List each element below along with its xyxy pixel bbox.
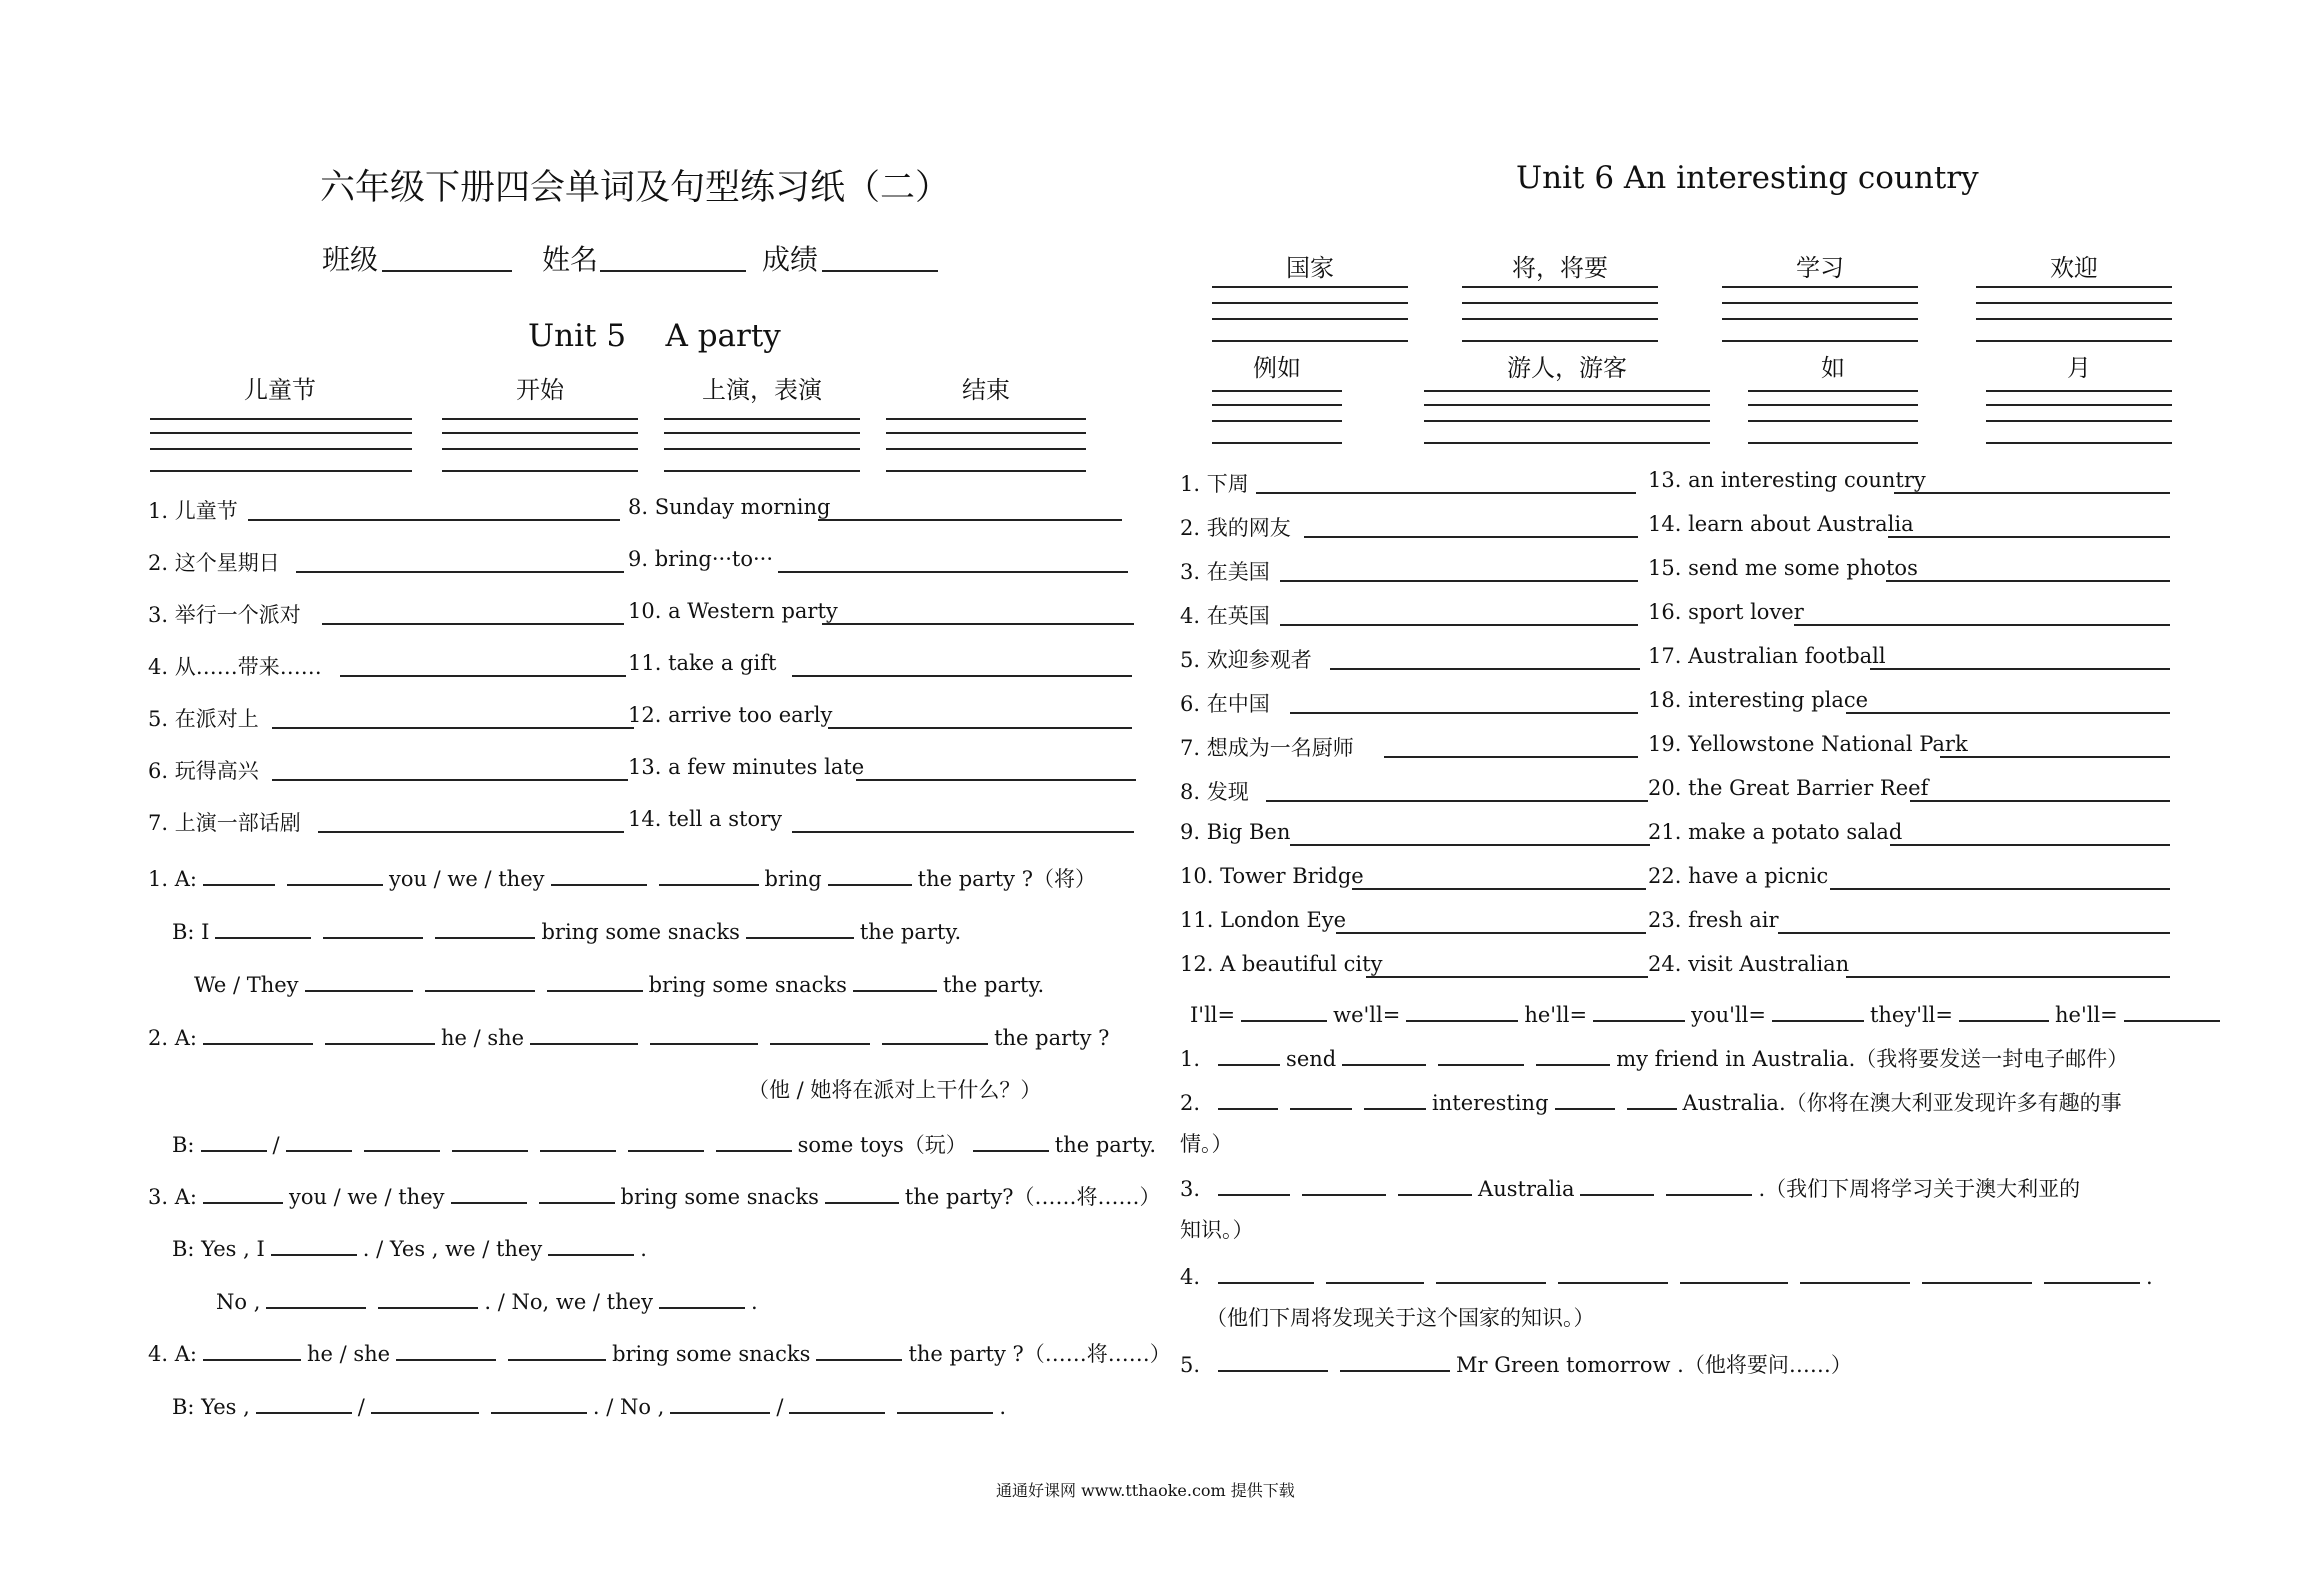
writing-line[interactable] [442,470,638,472]
blank[interactable] [551,862,647,886]
blank[interactable] [452,1128,528,1152]
writing-line[interactable] [1424,442,1710,444]
blank[interactable] [1340,1348,1450,1372]
answer-line[interactable] [1846,712,2170,714]
phrase-en: 12. arrive too early [628,703,833,727]
blank[interactable] [1680,1260,1788,1284]
vocab-word: 开始 [516,376,564,404]
writing-line[interactable] [886,432,1086,434]
phrase-right: 24. visit Australian [1648,952,1850,976]
writing-line[interactable] [1212,286,1408,288]
answer-line[interactable] [1846,976,2170,978]
vocab-word: 将，将要 [1512,254,1608,282]
exercise-r3-cont: 知识。） [1180,1218,1254,1242]
vocab-word: 如 [1821,354,1845,382]
phrase-left: 7. 想成为一名厨师 [1180,736,1354,760]
blank[interactable] [2044,1260,2140,1284]
answer-line[interactable] [1830,888,2170,890]
answer-line[interactable] [792,831,1134,833]
blank[interactable] [897,1390,993,1414]
writing-line[interactable] [1212,302,1408,304]
answer-line[interactable] [340,675,626,677]
answer-line[interactable] [1290,712,1638,714]
writing-line[interactable] [1212,442,1342,444]
blank[interactable] [371,1390,479,1414]
sentence-1a: 1. A: you / we / they bring the party ?（将） [148,862,1096,893]
phrase-left: 12. A beautiful city [1180,952,1383,976]
phrase-right: 23. fresh air [1648,908,1779,932]
phrase-right: 22. have a picnic [1648,864,1829,888]
phrase-left: 2. 我的网友 [1180,516,1291,540]
answer-line[interactable] [778,571,1128,573]
blank[interactable] [1406,998,1518,1022]
blank[interactable] [451,1180,527,1204]
answer-line[interactable] [272,779,628,781]
writing-line[interactable] [1986,404,2172,406]
vocab-word: 例如 [1253,354,1301,382]
blank[interactable] [789,1390,885,1414]
blank[interactable] [853,968,937,992]
answer-line[interactable] [1890,844,2170,846]
blank[interactable] [271,1232,357,1256]
vocab-word: 儿童节 [244,376,316,404]
blank[interactable] [539,1180,615,1204]
answer-line[interactable] [1304,536,1638,538]
blank[interactable] [770,1021,870,1045]
writing-line[interactable] [150,448,412,450]
blank[interactable] [1398,1172,1472,1196]
unit6-title: Unit 6 An interesting country [1516,160,1979,196]
blank[interactable] [425,968,535,992]
answer-line[interactable] [1888,536,2170,538]
writing-line[interactable] [1986,390,2172,392]
phrase-cn: 1. 儿童节 [148,499,238,523]
answer-line[interactable] [828,727,1132,729]
writing-line[interactable] [1722,302,1918,304]
writing-line[interactable] [886,470,1086,472]
blank[interactable] [973,1128,1049,1152]
blank[interactable] [530,1021,638,1045]
answer-line[interactable] [822,623,1134,625]
writing-line[interactable] [1976,286,2172,288]
blank[interactable] [1302,1172,1386,1196]
vocab-word: 月 [2067,354,2091,382]
writing-line[interactable] [886,418,1086,420]
answer-line[interactable] [856,779,1136,781]
blank[interactable] [323,915,423,939]
exercise-r3: 3. Australia .（我们下周将学习关于澳大利亚的 [1180,1172,2080,1203]
blank[interactable] [203,862,275,886]
writing-line[interactable] [664,470,860,472]
unit5-title: Unit 5 A party [528,318,781,354]
writing-line[interactable] [664,432,860,434]
answer-line[interactable] [792,675,1132,677]
blank[interactable] [1218,1172,1290,1196]
phrase-en: 9. bring···to··· [628,547,774,571]
phrase-right: 20. the Great Barrier Reef [1648,776,1929,800]
blank[interactable] [266,1285,366,1309]
exercise-r4: 4. . [1180,1260,2153,1289]
phrase-en: 11. take a gift [628,651,777,675]
phrase-right: 19. Yellowstone National Park [1648,732,1968,756]
phrase-right: 15. send me some photos [1648,556,1918,580]
phrase-right: 18. interesting place [1648,688,1869,712]
answer-line[interactable] [1870,668,2170,670]
phrase-cn: 4. 从……带来…… [148,655,322,679]
phrase-left: 9. Big Ben [1180,820,1291,844]
blank[interactable] [1290,1086,1352,1110]
exercise-r5: 5. Mr Green tomorrow .（他将要问……） [1180,1348,1852,1379]
blank[interactable] [547,968,643,992]
phrase-left: 11. London Eye [1180,908,1347,932]
answer-line[interactable] [1266,800,1648,802]
phrase-en: 10. a Western party [628,599,838,623]
footer-credit: 通通好课网 www.tthaoke.com 提供下载 [996,1481,1295,1500]
blank[interactable] [828,862,912,886]
blank[interactable] [491,1390,587,1414]
phrase-cn: 5. 在派对上 [148,707,259,731]
answer-line[interactable] [818,519,1122,521]
sentence-3a: 3. A: you / we / they bring some snacks the party?（……将……） [148,1180,1161,1211]
writing-line[interactable] [664,418,860,420]
blank[interactable] [816,1337,902,1361]
phrase-right: 16. sport lover [1648,600,1804,624]
blank[interactable] [1218,1348,1328,1372]
sentence-1c: We / They bring some snacks the party. [194,968,1044,997]
blank[interactable] [1438,1042,1524,1066]
answer-line[interactable] [1336,932,1646,934]
answer-line[interactable] [322,623,624,625]
name-label: 姓名 [542,243,599,276]
phrase-cn: 3. 举行一个派对 [148,603,301,627]
writing-line[interactable] [1748,442,1918,444]
answer-line[interactable] [272,727,634,729]
blank[interactable] [716,1128,792,1152]
answer-line[interactable] [1280,580,1638,582]
exercise-r1: 1. send my friend in Australia.（我将要发送一封电子邮件） [1180,1042,2128,1073]
answer-line[interactable] [1894,492,2170,494]
blank[interactable] [1326,1260,1424,1284]
answer-line[interactable] [248,519,620,521]
phrase-right: 13. an interesting country [1648,468,1926,492]
blank[interactable] [1627,1086,1677,1110]
blank[interactable] [286,1128,352,1152]
phrase-left: 1. 下周 [1180,472,1249,496]
blank[interactable] [540,1128,616,1152]
sentence-2a: 2. A: he / she the party ? [148,1021,1109,1050]
answer-line[interactable] [1886,580,2170,582]
blank[interactable] [1218,1260,1314,1284]
blank[interactable] [396,1337,496,1361]
answer-line[interactable] [1290,844,1650,846]
phrase-right: 14. learn about Australia [1648,512,1914,536]
contractions-row: I'll= we'll= he'll= you'll= they'll= he'll= [1190,998,2226,1027]
phrase-en: 13. a few minutes late [628,755,865,779]
writing-line[interactable] [1748,420,1918,422]
writing-line[interactable] [886,448,1086,450]
blank[interactable] [882,1021,988,1045]
blank[interactable] [659,862,759,886]
worksheet-title: 六年级下册四会单词及句型练习纸（二） [320,168,951,208]
phrase-left: 6. 在中国 [1180,692,1270,716]
blank[interactable] [1922,1260,2032,1284]
blank[interactable] [1555,1086,1615,1110]
exercise-r2-cont: 情。） [1180,1132,1233,1156]
blank[interactable] [1959,998,2049,1022]
phrase-cn: 7. 上演一部话剧 [148,811,301,835]
writing-line[interactable] [1462,340,1658,342]
blank[interactable] [825,1180,899,1204]
writing-line[interactable] [442,418,638,420]
blank[interactable] [2124,998,2220,1022]
phrase-en: 14. tell a story [628,807,783,831]
blank[interactable] [256,1390,352,1414]
writing-line[interactable] [1462,286,1658,288]
writing-line[interactable] [442,448,638,450]
blank[interactable] [746,915,854,939]
writing-line[interactable] [1986,420,2172,422]
sentence-2b: B: / some toys（玩） the party. [172,1128,1156,1159]
writing-line[interactable] [1212,390,1342,392]
exercise-r2: 2. interesting Australia.（你将在澳大利亚发现许多有趣的事 [1180,1086,2122,1117]
blank[interactable] [1436,1260,1546,1284]
writing-line[interactable] [1722,340,1918,342]
sentence-1b: B: I bring some snacks the party. [172,915,961,944]
blank[interactable] [378,1285,478,1309]
blank[interactable] [364,1128,440,1152]
writing-line[interactable] [1976,318,2172,320]
writing-line[interactable] [1722,286,1918,288]
writing-line[interactable] [1424,404,1710,406]
phrase-right: 17. Australian football [1648,644,1886,668]
phrase-left: 5. 欢迎参观者 [1180,648,1312,672]
writing-line[interactable] [664,448,860,450]
blank[interactable] [1558,1260,1668,1284]
blank[interactable] [305,968,413,992]
phrase-left: 4. 在英国 [1180,604,1270,628]
writing-line[interactable] [1976,302,2172,304]
blank[interactable] [659,1285,745,1309]
phrase-en: 8. Sunday morning [628,495,831,519]
score-label: 成绩 [762,243,819,276]
blank[interactable] [628,1128,704,1152]
blank[interactable] [1580,1172,1654,1196]
class-blank[interactable] [382,270,512,272]
answer-line[interactable] [1794,624,2170,626]
phrase-cn: 6. 玩得高兴 [148,759,259,783]
blank[interactable] [1772,998,1864,1022]
vocab-word: 结束 [962,376,1010,404]
vocab-word: 上演，表演 [702,376,822,404]
writing-line[interactable] [1748,404,1918,406]
blank[interactable] [435,915,535,939]
writing-line[interactable] [1212,404,1342,406]
writing-line[interactable] [1976,340,2172,342]
blank[interactable] [508,1337,606,1361]
blank[interactable] [1218,1042,1280,1066]
blank[interactable] [1800,1260,1910,1284]
sentence-4a: 4. A: he / she bring some snacks the party ?（……将……） [148,1337,1171,1368]
blank[interactable] [203,1337,301,1361]
answer-line[interactable] [1940,756,2170,758]
blank[interactable] [1593,998,1685,1022]
writing-line[interactable] [1462,318,1658,320]
blank[interactable] [1364,1086,1426,1110]
score-blank[interactable] [822,270,938,272]
answer-line[interactable] [1778,932,2170,934]
blank[interactable] [325,1021,435,1045]
blank[interactable] [203,1021,313,1045]
writing-line[interactable] [150,470,412,472]
blank[interactable] [1666,1172,1752,1196]
writing-line[interactable] [1722,318,1918,320]
writing-line[interactable] [1212,318,1408,320]
writing-line[interactable] [150,432,412,434]
writing-line[interactable] [1462,302,1658,304]
answer-line[interactable] [1384,756,1638,758]
vocab-word: 国家 [1286,254,1334,282]
answer-line[interactable] [318,831,624,833]
blank[interactable] [287,862,383,886]
answer-line[interactable] [1910,800,2170,802]
sentence-3b: B: Yes , I . / Yes , we / they . [172,1232,647,1261]
answer-line[interactable] [1280,624,1638,626]
writing-line[interactable] [1212,340,1408,342]
name-blank[interactable] [600,270,746,272]
answer-line[interactable] [296,571,624,573]
writing-line[interactable] [1424,420,1710,422]
answer-line[interactable] [1330,668,1640,670]
vocab-word: 学习 [1796,254,1844,282]
sentence-3c: No , . / No, we / they . [216,1285,758,1314]
blank[interactable] [203,1180,283,1204]
sentence-2-note: （他 / 她将在派对上干什么？） [748,1078,1042,1102]
answer-line[interactable] [1256,492,1636,494]
blank[interactable] [650,1021,758,1045]
blank[interactable] [1241,998,1327,1022]
writing-line[interactable] [150,418,412,420]
sentence-4b: B: Yes , / . / No , / . [172,1390,1006,1419]
phrase-left: 10. Tower Bridge [1180,864,1364,888]
phrase-left: 3. 在美国 [1180,560,1270,584]
phrase-right: 21. make a potato salad [1648,820,1903,844]
vocab-word: 欢迎 [2050,254,2098,282]
writing-line[interactable] [1748,390,1918,392]
exercise-r4-note: （他们下周将发现关于这个国家的知识。） [1206,1306,1595,1330]
writing-line[interactable] [1212,420,1342,422]
answer-line[interactable] [1352,888,1646,890]
blank[interactable] [548,1232,634,1256]
blank[interactable] [670,1390,770,1414]
blank[interactable] [201,1128,267,1152]
writing-line[interactable] [1986,442,2172,444]
blank[interactable] [215,915,311,939]
writing-line[interactable] [442,432,638,434]
class-label: 班级 [322,243,379,276]
phrase-cn: 2. 这个星期日 [148,551,280,575]
blank[interactable] [1342,1042,1426,1066]
blank[interactable] [1218,1086,1278,1110]
writing-line[interactable] [1424,390,1710,392]
phrase-left: 8. 发现 [1180,780,1249,804]
answer-line[interactable] [1366,976,1648,978]
vocab-word: 游人，游客 [1507,354,1627,382]
blank[interactable] [1536,1042,1610,1066]
